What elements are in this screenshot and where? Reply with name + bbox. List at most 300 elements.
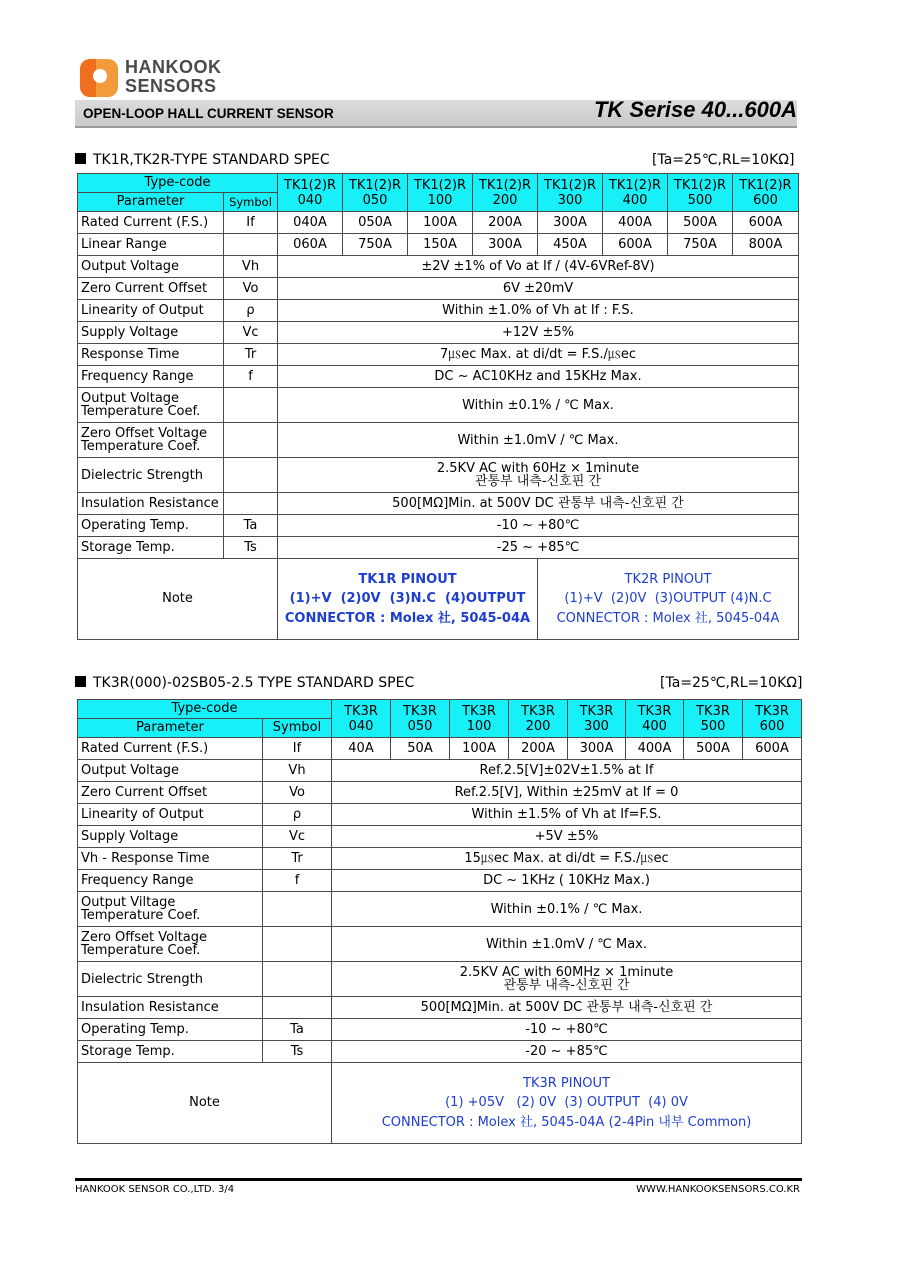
parameter-symbol-text: Vo: [242, 280, 259, 296]
parameter-value: [473, 234, 538, 256]
parameter-name: [78, 826, 263, 848]
parameter-value: [473, 212, 538, 234]
tk3r-pinout: [332, 1063, 802, 1144]
parameter-value: [684, 738, 743, 760]
model-header: [332, 700, 391, 738]
parameter-value-text: 600A: [755, 740, 789, 756]
note-line: TK1R PINOUT: [358, 571, 457, 587]
parameter-symbol-text: Ta: [243, 517, 258, 533]
parameter-value: [668, 234, 733, 256]
parameter-symbol-text: Ts: [290, 1043, 304, 1059]
parameter-value: [626, 738, 684, 760]
symbol-header: [224, 193, 278, 212]
parameter-name: [78, 848, 263, 870]
parameter-value-text: Ref.2.5[V], Within ±25mV at If = 0: [454, 785, 679, 800]
model-header-text: TK3R 200: [521, 703, 555, 734]
model-header-text: TK1(2)R 400: [608, 177, 662, 208]
table-row: [78, 174, 799, 193]
table-row: [78, 344, 799, 366]
parameter-symbol: [263, 927, 332, 962]
type-code-header-text: Type-code: [171, 701, 238, 716]
section-2-title-text: TK3R(000)-02SB05-2.5 TYPE STANDARD SPEC: [93, 675, 415, 691]
parameter-value: [278, 278, 799, 300]
parameter-name: [78, 278, 224, 300]
parameter-value-text: 500A: [696, 740, 730, 756]
parameter-value: [332, 760, 802, 782]
note-label-text: Note: [189, 1095, 220, 1110]
section-2-conditions: [Ta=25℃,RL=10KΩ]: [660, 675, 803, 691]
model-header: [278, 174, 343, 212]
model-header-text: TK3R 500: [696, 703, 730, 734]
parameter-symbol: [263, 760, 332, 782]
parameter-symbol: [224, 278, 278, 300]
parameter-symbol: [224, 388, 278, 423]
parameter-value-text: 2.5KV AC with 60MHz × 1minute 관통부 내측-신호핀 간: [459, 965, 674, 993]
parameter-value-text: -10 ~ +80℃: [496, 518, 580, 533]
parameter-symbol: [263, 738, 332, 760]
bullet-square-icon: [75, 676, 86, 687]
tk2r-pinout: [538, 559, 799, 640]
parameter-value: [408, 212, 473, 234]
note-label: [78, 1063, 332, 1144]
parameter-symbol: [263, 1019, 332, 1041]
parameter-value: [278, 423, 799, 458]
header-bar: [75, 97, 797, 128]
note-label: [78, 559, 278, 640]
parameter-name-text: Linearity of Output: [81, 807, 204, 822]
model-header: [343, 174, 408, 212]
parameter-value: [278, 322, 799, 344]
spec-table-tk3r: [77, 699, 802, 1144]
parameter-value-text: 50A: [407, 740, 433, 756]
note-line: CONNECTOR : Molex 社, 5045-04A: [556, 610, 780, 626]
parameter-value: [408, 234, 473, 256]
parameter-value: [278, 493, 799, 515]
parameter-value: [343, 212, 408, 234]
note-line: CONNECTOR : Molex 社, 5045-04A: [284, 610, 531, 626]
parameter-value-text: 300A: [579, 740, 614, 756]
parameter-name: [78, 256, 224, 278]
parameter-value-text: 400A: [637, 740, 672, 756]
parameter-name-text: Insulation Resistance: [81, 1000, 219, 1015]
parameter-value-text: Ref.2.5[V]±02V±1.5% at If: [479, 763, 654, 778]
parameter-value: [332, 927, 802, 962]
parameter-name-text: Dielectric Strength: [81, 971, 203, 987]
parameter-symbol-text: If: [292, 740, 302, 756]
model-header-text: TK3R 050: [403, 703, 437, 734]
parameter-symbol: [263, 962, 332, 997]
parameter-header: [78, 719, 263, 738]
parameter-value-text: 200A: [521, 740, 555, 756]
parameter-symbol: [263, 870, 332, 892]
model-header: [408, 174, 473, 212]
parameter-name: [78, 458, 224, 493]
parameter-value: [343, 234, 408, 256]
tk1r-pinout: [278, 559, 538, 640]
parameter-value-text: 400A: [618, 214, 652, 230]
model-header-text: TK1(2)R 500: [673, 177, 727, 208]
note-line: (1)+V (2)0V (3)N.C (4)OUTPUT: [289, 591, 526, 607]
note-line: (1)+V (2)0V (3)OUTPUT (4)N.C: [564, 591, 772, 607]
table-row: [78, 493, 799, 515]
table-row: [78, 962, 802, 997]
parameter-name-text: Operating Temp.: [81, 518, 189, 533]
parameter-symbol: [263, 826, 332, 848]
parameter-value: [278, 366, 799, 388]
parameter-value: [332, 892, 802, 927]
parameter-name-text: Supply Voltage: [81, 829, 179, 844]
parameter-value: [603, 212, 668, 234]
parameter-value-text: 100A: [423, 214, 457, 230]
parameter-value-text: 40A: [348, 740, 374, 756]
parameter-name-text: Dielectric Strength: [81, 467, 203, 483]
parameter-symbol: [224, 493, 278, 515]
model-header-text: TK3R 400: [637, 703, 672, 734]
type-code-header-text: Type-code: [144, 175, 211, 190]
parameter-name-text: Response Time: [81, 347, 180, 362]
model-header: [568, 700, 626, 738]
bullet-square-icon: [75, 153, 86, 164]
parameter-name: [78, 493, 224, 515]
parameter-value-text: 450A: [553, 236, 587, 252]
table-row: [78, 322, 799, 344]
model-header: [733, 174, 799, 212]
parameter-name: [78, 537, 224, 559]
parameter-symbol: [224, 423, 278, 458]
parameter-symbol-text: Vc: [242, 324, 259, 340]
parameter-name-text: Linearity of Output: [81, 303, 204, 318]
model-header-text: TK1(2)R 300: [543, 177, 597, 208]
model-header-text: TK1(2)R 040: [283, 177, 337, 208]
parameter-value-text: -20 ~ +85℃: [525, 1044, 608, 1059]
parameter-value-text: Within ±1.0mV / ℃ Max.: [485, 936, 647, 952]
section-1-title-text: TK1R,TK2R-TYPE STANDARD SPEC: [93, 152, 330, 168]
parameter-name-text: Frequency Range: [81, 369, 194, 384]
parameter-name-text: Insulation Resistance: [81, 496, 219, 511]
parameter-value-text: 150A: [423, 236, 457, 252]
table-row: [78, 559, 799, 640]
parameter-name-text: Storage Temp.: [81, 540, 175, 555]
parameter-value: [278, 344, 799, 366]
model-header: [668, 174, 733, 212]
parameter-name-text: Zero Current Offset: [81, 281, 208, 296]
parameter-value: [668, 212, 733, 234]
parameter-value-text: DC ~ AC10KHz and 15KHz Max.: [434, 369, 642, 384]
table-row: [78, 760, 802, 782]
parameter-value: [332, 1019, 802, 1041]
parameter-name-text: Supply Voltage: [81, 325, 179, 340]
parameter-symbol-text: f: [294, 872, 300, 888]
parameter-name: [78, 423, 224, 458]
table-row: [78, 700, 802, 719]
note-line: TK3R PINOUT: [523, 1075, 610, 1091]
parameter-value: [278, 515, 799, 537]
logo-line-1: HANKOOK: [125, 57, 222, 77]
document-subtitle: OPEN-LOOP HALL CURRENT SENSOR: [83, 106, 334, 121]
table-row: [78, 1041, 802, 1063]
model-header: [391, 700, 450, 738]
parameter-value: [332, 848, 802, 870]
model-header-text: TK1(2)R 600: [739, 177, 792, 208]
parameter-name: [78, 892, 263, 927]
model-header-text: TK1(2)R 050: [348, 177, 402, 208]
parameter-value: [603, 234, 668, 256]
parameter-symbol: [224, 515, 278, 537]
table-row: [78, 848, 802, 870]
note-line: CONNECTOR : Molex 社, 5045-04A (2-4Pin 내부 Common): [381, 1114, 752, 1130]
parameter-value: [332, 870, 802, 892]
parameter-value: [332, 826, 802, 848]
spec-table-tk1r-tk2r: [77, 173, 799, 640]
parameter-value-text: 040A: [293, 214, 327, 230]
parameter-value-text: Within ±0.1% / ℃ Max.: [490, 901, 643, 917]
parameter-symbol-text: Tr: [244, 346, 257, 362]
parameter-value: [743, 738, 802, 760]
parameter-value-text: 060A: [293, 236, 327, 252]
parameter-symbol: [263, 848, 332, 870]
parameter-value-text: 600A: [618, 236, 652, 252]
parameter-value: [568, 738, 626, 760]
parameter-value: [332, 997, 802, 1019]
parameter-value-text: 800A: [748, 236, 783, 252]
table-row: [78, 927, 802, 962]
parameter-symbol-text: Tr: [291, 850, 303, 866]
parameter-name-text: Rated Current (F.S.): [81, 740, 209, 756]
footer-rule: [75, 1178, 802, 1181]
table-row: [78, 1019, 802, 1041]
document-title: TK Serise 40...600A: [593, 97, 797, 122]
parameter-value-text: 2.5KV AC with 60Hz × 1minute 관통부 내측-신호핀 간: [436, 461, 640, 489]
parameter-name-text: Output Voltage Temperature Coef.: [81, 391, 201, 419]
parameter-value-text: 750A: [683, 236, 717, 252]
parameter-value-text: -25 ~ +85℃: [496, 540, 580, 555]
parameter-symbol: [224, 366, 278, 388]
parameter-value-text: 6V ±20mV: [502, 281, 574, 296]
parameter-name-text: Zero Current Offset: [81, 785, 208, 800]
table-row: [78, 515, 799, 537]
parameter-value: [278, 256, 799, 278]
parameter-name: [78, 804, 263, 826]
parameter-symbol: [263, 892, 332, 927]
parameter-value-text: 100A: [462, 740, 496, 756]
table-row: [78, 892, 802, 927]
parameter-value: [332, 962, 802, 997]
parameter-value-text: 300A: [553, 214, 587, 230]
model-header-text: TK1(2)R 200: [478, 177, 532, 208]
model-header: [450, 700, 509, 738]
parameter-header-text: Parameter: [136, 720, 204, 735]
parameter-symbol: [224, 537, 278, 559]
parameter-value-text: 500[MΩ]Min. at 500V DC 관통부 내측-신호핀 간: [420, 1000, 713, 1015]
tk3r-pinout-text: [335, 1074, 798, 1133]
parameter-value-text: 050A: [358, 214, 392, 230]
parameter-name: [78, 760, 263, 782]
parameter-symbol: [263, 804, 332, 826]
parameter-value-text: Within ±0.1% / ℃ Max.: [462, 397, 614, 413]
parameter-value-text: 600A: [748, 214, 783, 230]
tk2r-pinout-text: [541, 570, 795, 629]
table-row: [78, 458, 799, 493]
parameter-value: [332, 738, 391, 760]
parameter-value-text: 500[MΩ]Min. at 500V DC 관통부 내측-신호핀 간: [392, 496, 684, 511]
parameter-name: [78, 1041, 263, 1063]
parameter-symbol: [263, 997, 332, 1019]
parameter-symbol: [224, 212, 278, 234]
parameter-name-text: Output Voltage: [81, 259, 180, 274]
table-row: [78, 278, 799, 300]
parameter-name: [78, 962, 263, 997]
parameter-value: [450, 738, 509, 760]
table-row: [78, 537, 799, 559]
parameter-value: [509, 738, 568, 760]
table-row: [78, 782, 802, 804]
parameter-name-text: Output Viltage Temperature Coef.: [81, 895, 201, 923]
parameter-name-text: Frequency Range: [81, 873, 194, 888]
parameter-name: [78, 366, 224, 388]
parameter-symbol-text: If: [246, 214, 255, 230]
parameter-header: [78, 193, 224, 212]
parameter-name-text: Zero Offset Voltage Temperature Coef.: [81, 930, 208, 958]
parameter-value: [278, 458, 799, 493]
type-code-header: [78, 174, 278, 193]
type-code-header: [78, 700, 332, 719]
parameter-name: [78, 300, 224, 322]
table-row: [78, 738, 802, 760]
logo-line-2: SENSORS: [125, 76, 217, 96]
table-row: [78, 256, 799, 278]
table-row: [78, 997, 802, 1019]
table-row: [78, 870, 802, 892]
table-row: [78, 826, 802, 848]
parameter-name: [78, 997, 263, 1019]
parameter-value: [278, 300, 799, 322]
model-header: [626, 700, 684, 738]
parameter-value-text: +5V ±5%: [534, 829, 599, 844]
table-row: [78, 388, 799, 423]
parameter-symbol-text: Ta: [290, 1021, 304, 1037]
parameter-value-text: 7㎲ec Max. at di/dt = F.S./㎲ec: [439, 347, 637, 362]
model-header-text: TK3R 600: [755, 703, 789, 734]
parameter-value: [278, 212, 343, 234]
parameter-name: [78, 927, 263, 962]
parameter-name: [78, 738, 263, 760]
tk1r-pinout-text: [281, 570, 534, 629]
parameter-value: [278, 388, 799, 423]
parameter-value: [332, 1041, 802, 1063]
parameter-symbol: [263, 1041, 332, 1063]
parameter-name-text: Operating Temp.: [81, 1022, 189, 1037]
parameter-value: [278, 537, 799, 559]
parameter-name-text: Rated Current (F.S.): [81, 214, 209, 230]
parameter-symbol-text: Vc: [288, 828, 306, 844]
parameter-value-text: DC ~ 1KHz ( 10KHz Max.): [483, 873, 650, 888]
parameter-value: [278, 234, 343, 256]
symbol-header: [263, 719, 332, 738]
table-row: [78, 366, 799, 388]
model-header: [743, 700, 802, 738]
parameter-value: [332, 782, 802, 804]
logo-mark-icon: [80, 59, 118, 97]
parameter-name: [78, 212, 224, 234]
parameter-symbol: [224, 256, 278, 278]
parameter-value-text: Within ±1.0% of Vh at If : F.S.: [442, 303, 634, 318]
parameter-name-text: Output Voltage: [81, 763, 180, 778]
parameter-name: [78, 515, 224, 537]
parameter-symbol-text: f: [248, 368, 253, 384]
footer-website: WWW.HANKOOKSENSORS.CO.KR: [636, 1184, 800, 1195]
parameter-value-text: 750A: [358, 236, 392, 252]
model-header-text: TK1(2)R 100: [413, 177, 467, 208]
parameter-value: [733, 234, 799, 256]
note-line: (1) +05V (2) 0V (3) OUTPUT (4) 0V: [445, 1095, 688, 1111]
parameter-name: [78, 234, 224, 256]
parameter-value-text: Within ±1.0mV / ℃ Max.: [457, 432, 619, 448]
model-header: [473, 174, 538, 212]
table-row: [78, 234, 799, 256]
table-row: [78, 804, 802, 826]
model-header: [538, 174, 603, 212]
parameter-value: [391, 738, 450, 760]
parameter-name: [78, 322, 224, 344]
parameter-symbol-text: Ts: [244, 539, 257, 555]
parameter-value: [538, 234, 603, 256]
parameter-name-text: Linear Range: [81, 236, 167, 252]
parameter-value-text: 15㎲ec Max. at di/dt = F.S./㎲ec: [464, 851, 669, 866]
parameter-symbol-text: ρ: [246, 302, 255, 318]
footer-company: HANKOOK SENSOR CO.,LTD. 3/4: [75, 1184, 235, 1195]
parameter-symbol: [224, 322, 278, 344]
parameter-name: [78, 870, 263, 892]
parameter-value-text: Within ±1.5% of Vh at If=F.S.: [471, 807, 662, 822]
model-header-text: TK3R 040: [344, 703, 378, 734]
table-row: [78, 212, 799, 234]
parameter-value-text: ±2V ±1% of Vo at If / (4V-6VRef-8V): [421, 259, 655, 274]
section-1-title: [75, 152, 330, 168]
logo-text: [125, 58, 222, 96]
parameter-name-text: Zero Offset Voltage Temperature Coef.: [81, 426, 208, 454]
parameter-header-text: Parameter: [116, 194, 185, 209]
symbol-header-text: Symbol: [272, 720, 322, 735]
parameter-symbol: [263, 782, 332, 804]
parameter-value: [538, 212, 603, 234]
parameter-value-text: 500A: [683, 214, 717, 230]
parameter-symbol-text: Vh: [241, 258, 260, 274]
parameter-value-text: 300A: [488, 236, 522, 252]
model-header-text: TK3R 100: [462, 703, 496, 734]
parameter-symbol: [224, 344, 278, 366]
section-1-conditions: [Ta=25℃,RL=10KΩ]: [652, 152, 795, 168]
model-header: [509, 700, 568, 738]
symbol-header-text: Symbol: [229, 195, 272, 209]
parameter-symbol-text: ρ: [292, 806, 302, 822]
parameter-value: [332, 804, 802, 826]
note-label-text: Note: [162, 591, 193, 606]
parameter-symbol: [224, 234, 278, 256]
parameter-symbol: [224, 300, 278, 322]
table-row: [78, 1063, 802, 1144]
parameter-symbol-text: Vh: [288, 762, 306, 778]
parameter-value-text: 200A: [488, 214, 522, 230]
parameter-symbol: [224, 458, 278, 493]
parameter-value-text: +12V ±5%: [502, 325, 574, 340]
model-header: [684, 700, 743, 738]
table-row: [78, 423, 799, 458]
model-header: [603, 174, 668, 212]
parameter-name: [78, 1019, 263, 1041]
parameter-name-text: Vh - Response Time: [81, 851, 210, 866]
section-2-title: [75, 675, 414, 691]
note-line: TK2R PINOUT: [624, 571, 712, 587]
